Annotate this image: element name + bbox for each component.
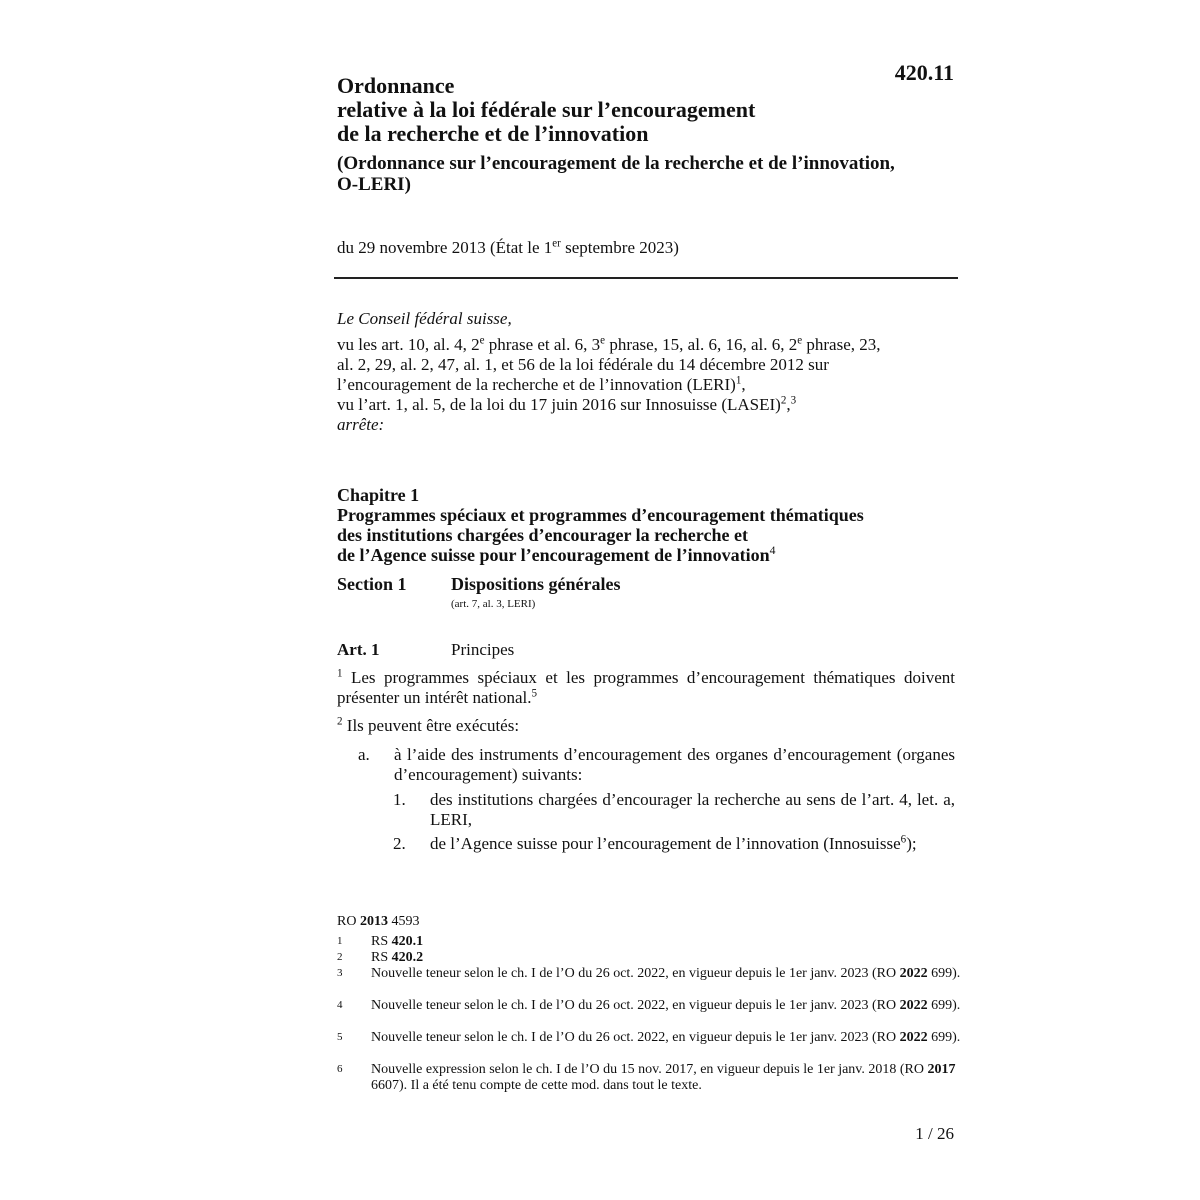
preamble-line: vu les art. 10, al. 4, 2e phrase et al. 6, 3e phrase, 15, al. 6, 16, al. 6, 2e phrase, 23, (337, 334, 881, 354)
article-paragraph-1: $^1$ Les programmes spéciaux et les programmes d’encouragement thématiques doivent présenter un intérêt national.$^5$ (337, 667, 955, 707)
list-marker: 1. (393, 790, 406, 809)
section-reference: (art. 7, al. 3, LERI) (451, 598, 536, 610)
list-marker: 2. (393, 834, 406, 853)
footnote-text: RS 420.2 (371, 950, 424, 965)
chapter-heading (337, 485, 957, 565)
page-number: 1 / 26 (915, 1124, 954, 1143)
preamble-line: al. 2, 29, al. 2, 47, al. 1, et 56 de la loi fédérale du 14 décembre 2012 sur (337, 355, 829, 374)
footnote-ref[interactable]: 2 (780, 394, 787, 407)
document-date: du 29 novembre 2013 (État le 1er septembre 2023) (337, 237, 679, 257)
preamble-line: vu l’art. 1, al. 5, de la loi du 17 juin 2016 sur Innosuisse (LASEI)$^2$,$^3$ (337, 394, 797, 414)
footnote-text: Nouvelle expression selon le ch. I de l’O du 15 nov. 2017, en vigueur depuis le 1er janv. 2018 (RO 2017 6607). Il a été tenu compte de cette mod. dans tout le texte. (371, 1062, 956, 1093)
preamble-line: l’encouragement de la recherche et de l’innovation (LERI)$^1$, (337, 374, 746, 394)
ro-reference: RO 2013 4593 (337, 914, 420, 929)
document-title (337, 74, 957, 146)
list-item: à l’aide des instruments d’encouragement des organes d’encouragement (organes d’encouragement) suivants: (394, 745, 955, 784)
subtitle-line: O-LERI) (337, 174, 411, 195)
footnote-ref[interactable]: 3 (790, 394, 797, 407)
chapter-title-line: Programmes spéciaux et programmes d’encouragement thématiques (337, 505, 864, 525)
title-line: relative à la loi fédérale sur l’encouragement (337, 97, 756, 122)
article-label: Art. 1 (337, 640, 380, 659)
footnote-ref[interactable]: 1 (735, 374, 742, 387)
list-item: de l’Agence suisse pour l’encouragement de l’innovation (Innosuisse$^6$); (430, 833, 917, 853)
list-marker: a. (358, 745, 370, 764)
footnote-text: Nouvelle teneur selon le ch. I de l’O du 26 oct. 2022, en vigueur depuis le 1er janv. 2023 (RO 2022 699). (371, 998, 961, 1013)
list-item: des institutions chargées d’encourager la recherche au sens de l’art. 4, let. a, LERI, (430, 790, 955, 829)
footnote-text: Nouvelle teneur selon le ch. I de l’O du 26 oct. 2022, en vigueur depuis le 1er janv. 2023 (RO 2022 699). (371, 1030, 961, 1045)
header-divider (334, 277, 958, 279)
decree: arrête: (337, 415, 385, 434)
footnote-number: 2 (337, 951, 343, 963)
title-line: Ordonnance (337, 73, 455, 98)
chapter-title-line: de l’Agence suisse pour l’encouragement de l’innovation$^4$ (337, 544, 776, 565)
section-title: Dispositions générales (451, 574, 621, 594)
chapter-title-line: des institutions chargées d’encourager la recherche et (337, 525, 748, 545)
footnote-number: 4 (337, 999, 343, 1011)
footnote-number: 3 (337, 967, 343, 979)
footnote-number: 6 (337, 1063, 343, 1075)
preamble (337, 309, 957, 435)
footnote-ref[interactable]: 5 (531, 687, 538, 700)
footnote-number: 1 (337, 935, 343, 947)
article-title: Principes (451, 640, 515, 659)
footnote-text: Nouvelle teneur selon le ch. I de l’O du 26 oct. 2022, en vigueur depuis le 1er janv. 2023 (RO 2022 699). (371, 966, 961, 981)
section-label: Section 1 (337, 574, 407, 594)
title-line: de la recherche et de l’innovation (337, 121, 649, 146)
subtitle-line: (Ordonnance sur l’encouragement de la recherche et de l’innovation, (337, 153, 895, 174)
issuer: Le Conseil fédéral suisse, (337, 309, 512, 328)
chapter-label: Chapitre 1 (337, 485, 420, 505)
footnote-number: 5 (337, 1031, 343, 1043)
document-subtitle (337, 153, 957, 195)
footnote-ref[interactable]: 4 (769, 544, 776, 557)
article-paragraph-2: $^2$ Ils peuvent être exécutés: (337, 715, 520, 735)
footnote-ref[interactable]: 6 (900, 833, 907, 846)
document-number: 420.11 (894, 60, 954, 85)
footnote-text: RS 420.1 (371, 934, 424, 949)
